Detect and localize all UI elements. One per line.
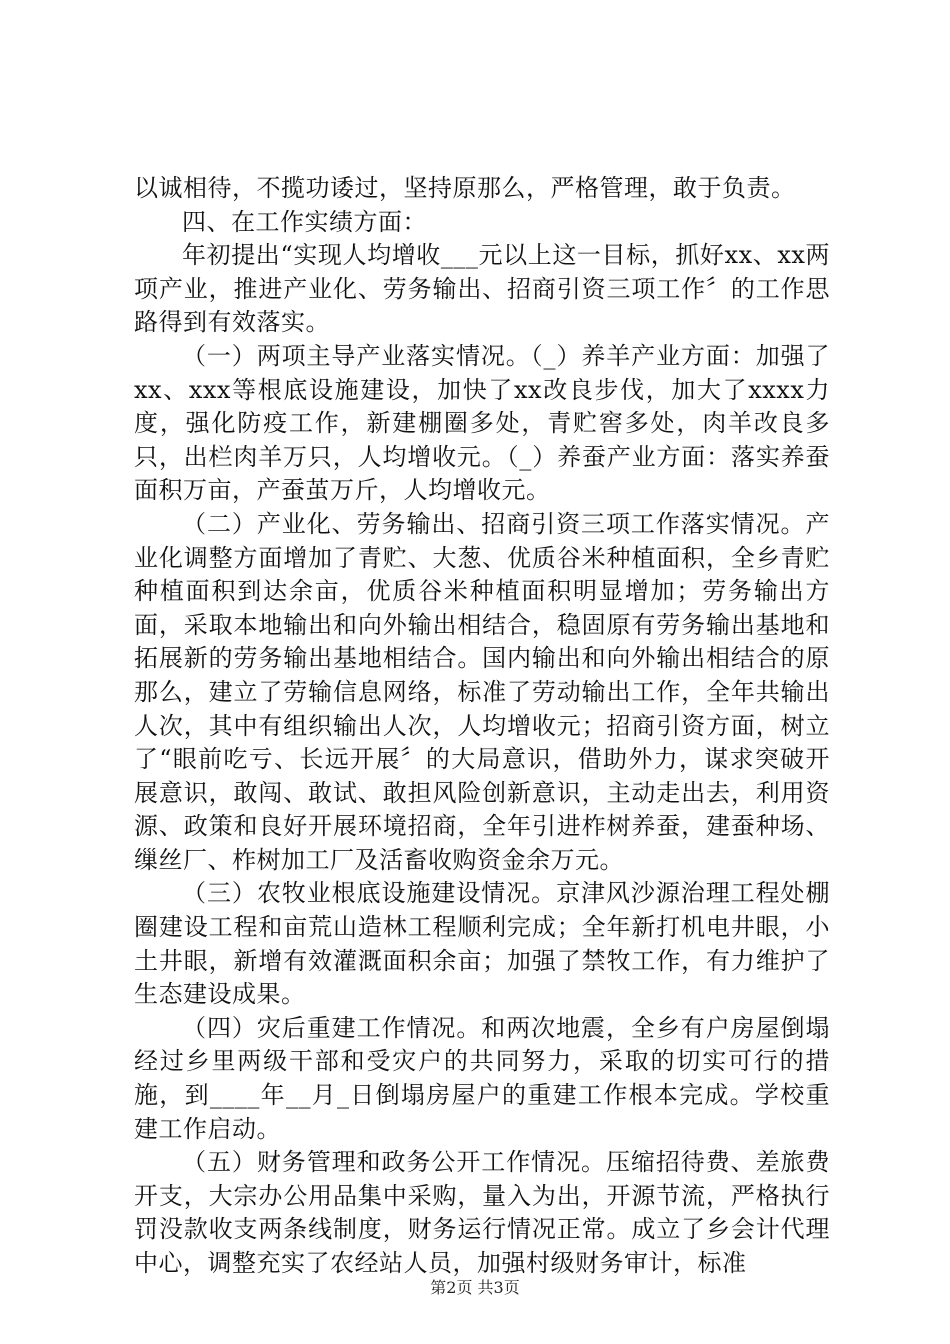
- paragraph-infrastructure: （三）农牧业根底设施建设情况。京津风沙源治理工程处棚圈建设工程和亩荒山造林工程顺利完成；全年新打机电井眼，小土井眼，新增有效灌溉面积余亩；加强了禁牧工作，有力维护了生态建设成果。: [134, 879, 830, 1009]
- paragraph-finance-management: （五）财务管理和政务公开工作情况。压缩招待费、差旅费开支，大宗办公用品集中采购，量入为出，开源节流，严格执行罚没款收支两条线制度，财务运行情况正常。成立了乡会计代理中心，调整充实了农经站人员，加强村级财务审计，标准: [134, 1148, 830, 1277]
- paragraph-three-tasks: （二）产业化、劳务输出、招商引资三项工作落实情况。产业化调整方面增加了青贮、大葱、优质谷米种植面积，全乡青贮种植面积到达余亩，优质谷米种植面积明显增加；劳务输出方面，采取本地输出和向外输出相结合，稳固原有劳务输出基地和拓展新的劳务输出基地相结合。国内输出和向外输出相结合的原那么，建立了劳输信息网络，标准了劳动输出工作，全年共输出人次，其中有组织输出人次，人均增收元；招商引资方面，树立了“眼前吃亏、长远开展〞的大局意识，借助外力，谋求突破开展意识，敢闯、敢试、敢担风险创新意识，主动走出去，利用资源、政策和良好开展环境招商，全年引进柞树养蚕，建蚕种场、缫丝厂、柞树加工厂及活畜收购资金余万元。: [134, 509, 830, 874]
- paragraph-continuation: 以诚相待，不揽功诿过，坚持原那么，严格管理，敢于负责。: [134, 174, 796, 202]
- paragraph-disaster-reconstruction: （四）灾后重建工作情况。和两次地震，全乡有户房屋倒塌经过乡里两级干部和受灾户的共同努力，采取的切实可行的措施，到____年__月_日倒塌房屋户的重建工作根本完成。学校重建工作启动。: [134, 1013, 830, 1143]
- paragraph-leading-industries: （一）两项主导产业落实情况。（_）养羊产业方面：加强了xx、xxx等根底设施建设，加快了xx改良步伐，加大了xxxx力度，强化防疫工作，新建棚圈多处，青贮窖多处，肉羊改良多只，出栏肉羊万只，人均增收元。（_）养蚕产业方面：落实养蚕面积万亩，产蚕茧万斤，人均增收元。: [134, 341, 830, 505]
- paragraph-annual-goal: 年初提出“实现人均增收___元以上这一目标，抓好xx、xx两项产业，推进产业化、劳务输出、招商引资三项工作〞的工作思路得到有效落实。: [134, 241, 830, 337]
- document-body: [134, 172, 830, 1281]
- section-heading-work-results: 四、在工作实绩方面：: [182, 207, 427, 236]
- page-number-footer: 第2页 共3页: [430, 1278, 520, 1297]
